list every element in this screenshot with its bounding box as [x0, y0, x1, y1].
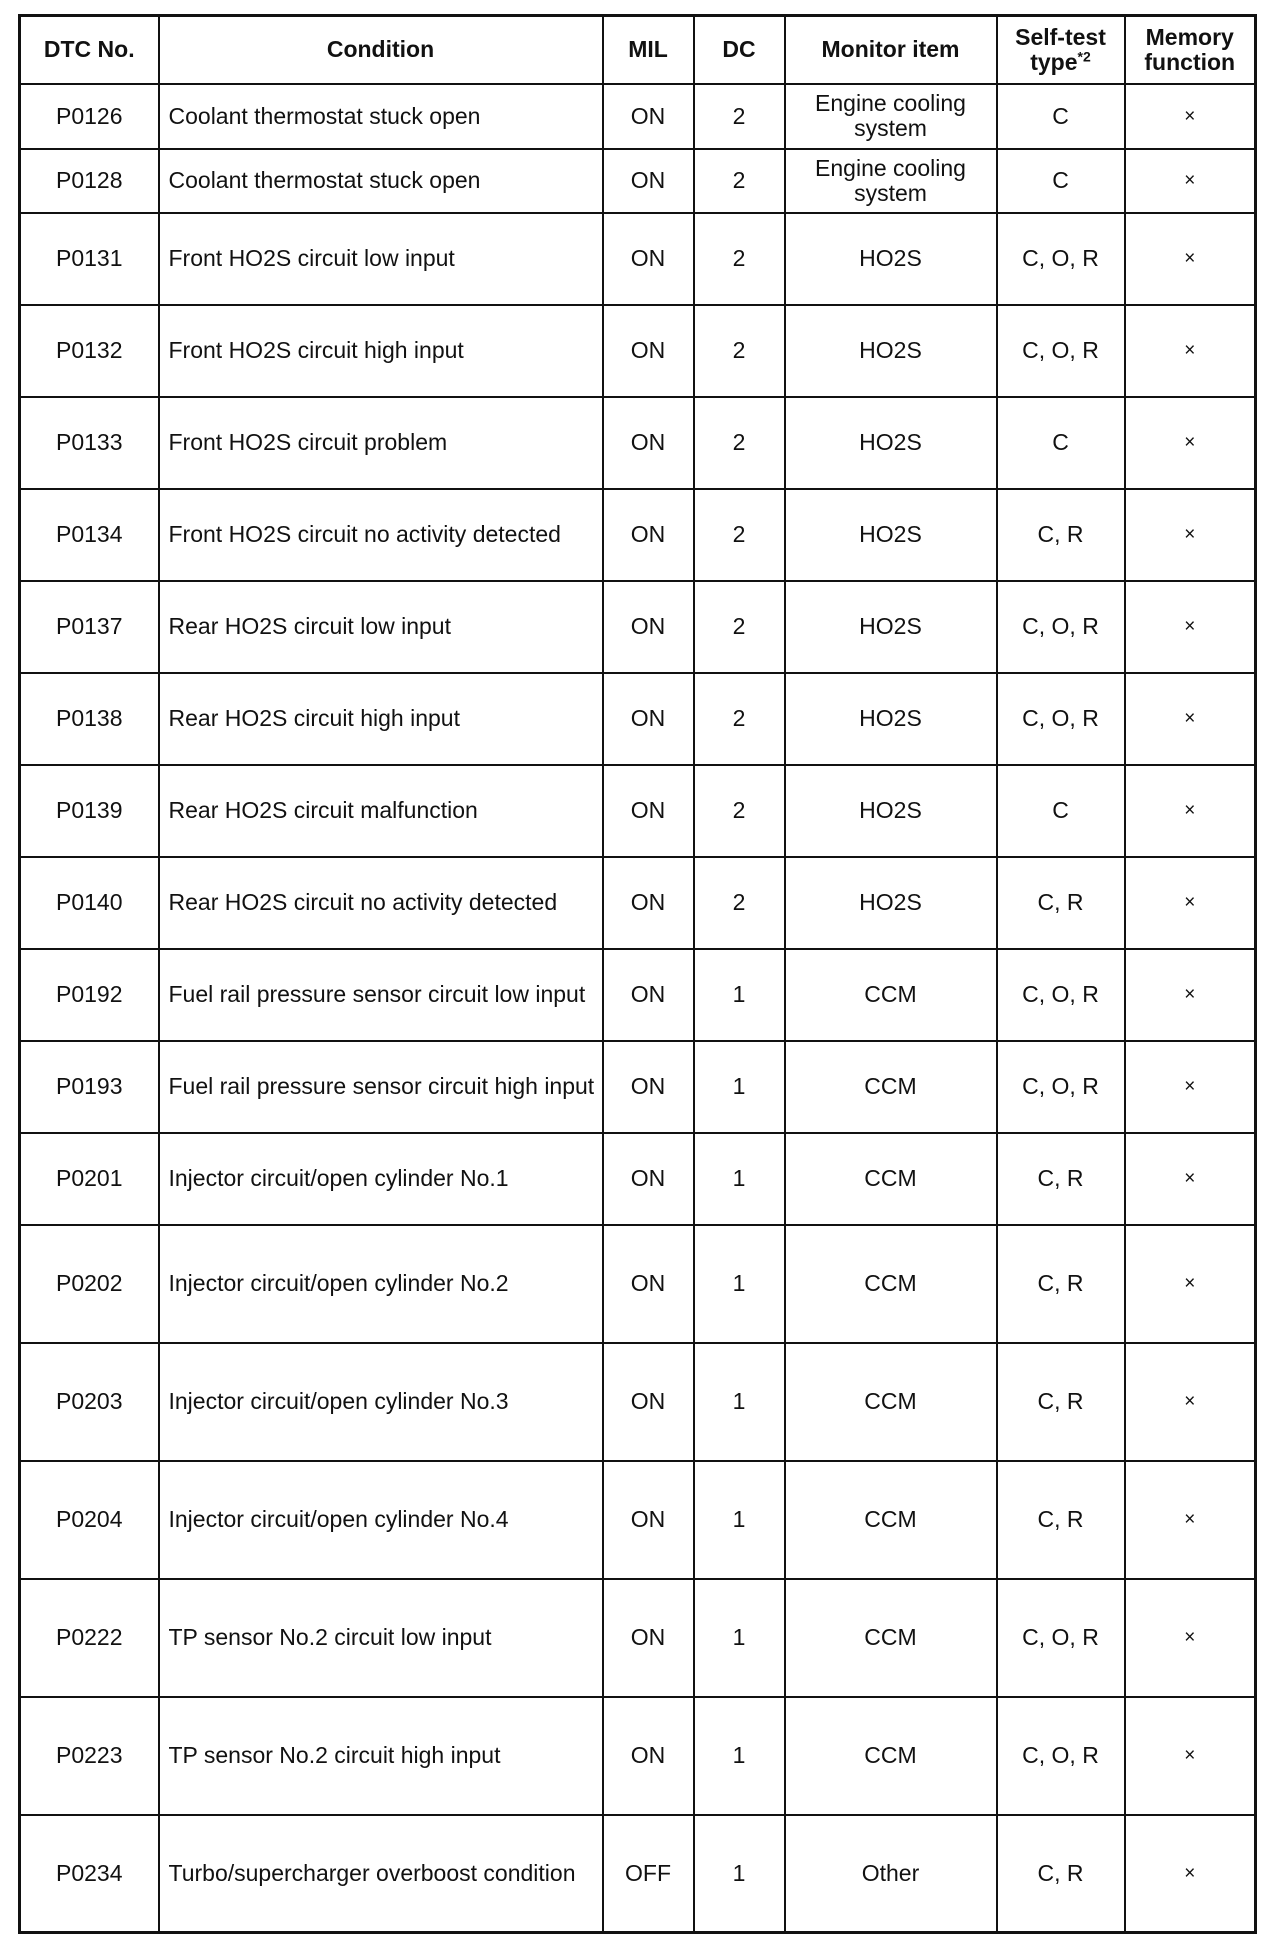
header-self-test-line2: type	[1030, 48, 1078, 75]
memory-function-cell: ×	[1125, 581, 1256, 673]
self-test-type-cell: C, O, R	[997, 581, 1125, 673]
mil-cell: ON	[603, 305, 694, 397]
condition-cell: Front HO2S circuit no activity detected	[159, 489, 603, 581]
header-self-test-type	[997, 16, 1125, 84]
self-test-type-cell: C, O, R	[997, 305, 1125, 397]
condition-cell: Injector circuit/open cylinder No.4	[159, 1461, 603, 1579]
condition-cell: Injector circuit/open cylinder No.2	[159, 1225, 603, 1343]
memory-function-cell: ×	[1125, 1133, 1256, 1225]
dc-cell: 1	[694, 1579, 785, 1697]
monitor-item-cell: CCM	[785, 1225, 997, 1343]
table-row	[20, 1461, 1256, 1579]
memory-function-cell: ×	[1125, 397, 1256, 489]
header-memory-function	[1125, 16, 1256, 84]
monitor-item-cell: HO2S	[785, 489, 997, 581]
dtc-cell: P0126	[20, 84, 159, 149]
mil-cell: ON	[603, 581, 694, 673]
table-row	[20, 765, 1256, 857]
header-dc: DC	[694, 16, 785, 84]
table-row	[20, 1697, 1256, 1815]
self-test-type-cell: C, R	[997, 857, 1125, 949]
monitor-item-cell: CCM	[785, 1041, 997, 1133]
header-mil: MIL	[603, 16, 694, 84]
dc-cell: 2	[694, 84, 785, 149]
self-test-type-cell: C, R	[997, 1225, 1125, 1343]
dc-cell: 2	[694, 213, 785, 305]
table-row	[20, 489, 1256, 581]
self-test-type-cell: C, O, R	[997, 213, 1125, 305]
dc-cell: 2	[694, 305, 785, 397]
table-row	[20, 673, 1256, 765]
memory-function-cell: ×	[1125, 1461, 1256, 1579]
memory-function-cell: ×	[1125, 1041, 1256, 1133]
memory-function-cell: ×	[1125, 765, 1256, 857]
memory-function-cell: ×	[1125, 1225, 1256, 1343]
dtc-cell: P0140	[20, 857, 159, 949]
memory-function-cell: ×	[1125, 1343, 1256, 1461]
mil-cell: ON	[603, 1579, 694, 1697]
dtc-cell: P0203	[20, 1343, 159, 1461]
condition-cell: Injector circuit/open cylinder No.1	[159, 1133, 603, 1225]
condition-cell: Front HO2S circuit low input	[159, 213, 603, 305]
condition-cell: Fuel rail pressure sensor circuit high input	[159, 1041, 603, 1133]
condition-cell: Rear HO2S circuit no activity detected	[159, 857, 603, 949]
mil-cell: ON	[603, 949, 694, 1041]
memory-function-cell: ×	[1125, 857, 1256, 949]
footnote-marker: *2	[1077, 48, 1091, 65]
dtc-cell: P0201	[20, 1133, 159, 1225]
memory-function-cell: ×	[1125, 149, 1256, 213]
condition-cell: Front HO2S circuit high input	[159, 305, 603, 397]
dc-cell: 2	[694, 149, 785, 213]
table-row	[20, 305, 1256, 397]
condition-cell: Rear HO2S circuit low input	[159, 581, 603, 673]
mil-cell: ON	[603, 1461, 694, 1579]
table-row	[20, 1225, 1256, 1343]
memory-function-cell: ×	[1125, 1815, 1256, 1933]
condition-cell: Coolant thermostat stuck open	[159, 84, 603, 149]
dc-cell: 1	[694, 1343, 785, 1461]
dc-cell: 1	[694, 949, 785, 1041]
condition-cell: Rear HO2S circuit high input	[159, 673, 603, 765]
self-test-type-cell: C, R	[997, 489, 1125, 581]
header-monitor-item: Monitor item	[785, 16, 997, 84]
mil-cell: ON	[603, 1343, 694, 1461]
header-self-test-line1: Self-test	[1015, 23, 1106, 50]
monitor-item-cell: HO2S	[785, 857, 997, 949]
condition-cell: Rear HO2S circuit malfunction	[159, 765, 603, 857]
self-test-type-cell: C, R	[997, 1133, 1125, 1225]
self-test-type-cell: C, R	[997, 1343, 1125, 1461]
dtc-cell: P0134	[20, 489, 159, 581]
self-test-type-cell: C, O, R	[997, 1041, 1125, 1133]
memory-function-cell: ×	[1125, 1579, 1256, 1697]
condition-cell: Injector circuit/open cylinder No.3	[159, 1343, 603, 1461]
table-row	[20, 1343, 1256, 1461]
condition-cell: Fuel rail pressure sensor circuit low input	[159, 949, 603, 1041]
dtc-cell: P0137	[20, 581, 159, 673]
mil-cell: ON	[603, 1133, 694, 1225]
table-body	[20, 84, 1256, 1933]
monitor-item-cell: Engine cooling system	[785, 149, 997, 213]
monitor-item-cell: CCM	[785, 949, 997, 1041]
dc-cell: 2	[694, 581, 785, 673]
self-test-type-cell: C	[997, 149, 1125, 213]
mil-cell: ON	[603, 489, 694, 581]
self-test-type-cell: C, R	[997, 1461, 1125, 1579]
table-row	[20, 1133, 1256, 1225]
dtc-cell: P0193	[20, 1041, 159, 1133]
mil-cell: OFF	[603, 1815, 694, 1933]
table-row	[20, 949, 1256, 1041]
header-row	[20, 16, 1256, 84]
dtc-cell: P0133	[20, 397, 159, 489]
memory-function-cell: ×	[1125, 673, 1256, 765]
memory-function-cell: ×	[1125, 213, 1256, 305]
mil-cell: ON	[603, 1697, 694, 1815]
dc-cell: 2	[694, 489, 785, 581]
monitor-item-cell: CCM	[785, 1579, 997, 1697]
dtc-cell: P0138	[20, 673, 159, 765]
table-row	[20, 1815, 1256, 1933]
mil-cell: ON	[603, 1225, 694, 1343]
condition-cell: TP sensor No.2 circuit high input	[159, 1697, 603, 1815]
table-row	[20, 857, 1256, 949]
mil-cell: ON	[603, 857, 694, 949]
condition-cell: Coolant thermostat stuck open	[159, 149, 603, 213]
dtc-table	[18, 14, 1257, 1934]
monitor-item-cell: Other	[785, 1815, 997, 1933]
table-row	[20, 149, 1256, 213]
dtc-cell: P0139	[20, 765, 159, 857]
monitor-item-cell: HO2S	[785, 765, 997, 857]
memory-function-cell: ×	[1125, 489, 1256, 581]
dtc-cell: P0222	[20, 1579, 159, 1697]
memory-function-cell: ×	[1125, 305, 1256, 397]
monitor-item-cell: CCM	[785, 1343, 997, 1461]
dc-cell: 1	[694, 1697, 785, 1815]
condition-cell: Front HO2S circuit problem	[159, 397, 603, 489]
monitor-item-cell: CCM	[785, 1133, 997, 1225]
self-test-type-cell: C	[997, 84, 1125, 149]
mil-cell: ON	[603, 1041, 694, 1133]
condition-cell: Turbo/supercharger overboost condition	[159, 1815, 603, 1933]
dc-cell: 1	[694, 1041, 785, 1133]
dc-cell: 1	[694, 1133, 785, 1225]
dtc-cell: P0204	[20, 1461, 159, 1579]
monitor-item-cell: Engine cooling system	[785, 84, 997, 149]
dc-cell: 2	[694, 857, 785, 949]
table-row	[20, 1041, 1256, 1133]
dc-cell: 1	[694, 1461, 785, 1579]
mil-cell: ON	[603, 397, 694, 489]
memory-function-cell: ×	[1125, 949, 1256, 1041]
header-dtc-no: DTC No.	[20, 16, 159, 84]
header-memory-line2: function	[1144, 48, 1236, 75]
table-row	[20, 397, 1256, 489]
mil-cell: ON	[603, 673, 694, 765]
dc-cell: 1	[694, 1815, 785, 1933]
table-row	[20, 581, 1256, 673]
dtc-cell: P0202	[20, 1225, 159, 1343]
dc-cell: 2	[694, 673, 785, 765]
table-header	[20, 16, 1256, 84]
monitor-item-cell: CCM	[785, 1461, 997, 1579]
dtc-cell: P0132	[20, 305, 159, 397]
table-row	[20, 1579, 1256, 1697]
monitor-item-cell: CCM	[785, 1697, 997, 1815]
self-test-type-cell: C, R	[997, 1815, 1125, 1933]
mil-cell: ON	[603, 213, 694, 305]
mil-cell: ON	[603, 765, 694, 857]
dtc-cell: P0128	[20, 149, 159, 213]
dtc-cell: P0223	[20, 1697, 159, 1815]
header-memory-line1: Memory	[1145, 23, 1234, 50]
memory-function-cell: ×	[1125, 84, 1256, 149]
header-condition: Condition	[159, 16, 603, 84]
self-test-type-cell: C	[997, 397, 1125, 489]
mil-cell: ON	[603, 84, 694, 149]
monitor-item-cell: HO2S	[785, 213, 997, 305]
monitor-item-cell: HO2S	[785, 305, 997, 397]
self-test-type-cell: C, O, R	[997, 673, 1125, 765]
mil-cell: ON	[603, 149, 694, 213]
self-test-type-cell: C, O, R	[997, 1579, 1125, 1697]
dtc-cell: P0234	[20, 1815, 159, 1933]
monitor-item-cell: HO2S	[785, 581, 997, 673]
monitor-item-cell: HO2S	[785, 673, 997, 765]
self-test-type-cell: C, O, R	[997, 949, 1125, 1041]
condition-cell: TP sensor No.2 circuit low input	[159, 1579, 603, 1697]
monitor-item-cell: HO2S	[785, 397, 997, 489]
self-test-type-cell: C	[997, 765, 1125, 857]
dc-cell: 2	[694, 397, 785, 489]
dc-cell: 1	[694, 1225, 785, 1343]
self-test-type-cell: C, O, R	[997, 1697, 1125, 1815]
table-row	[20, 213, 1256, 305]
dc-cell: 2	[694, 765, 785, 857]
dtc-cell: P0131	[20, 213, 159, 305]
dtc-cell: P0192	[20, 949, 159, 1041]
memory-function-cell: ×	[1125, 1697, 1256, 1815]
table-row	[20, 84, 1256, 149]
